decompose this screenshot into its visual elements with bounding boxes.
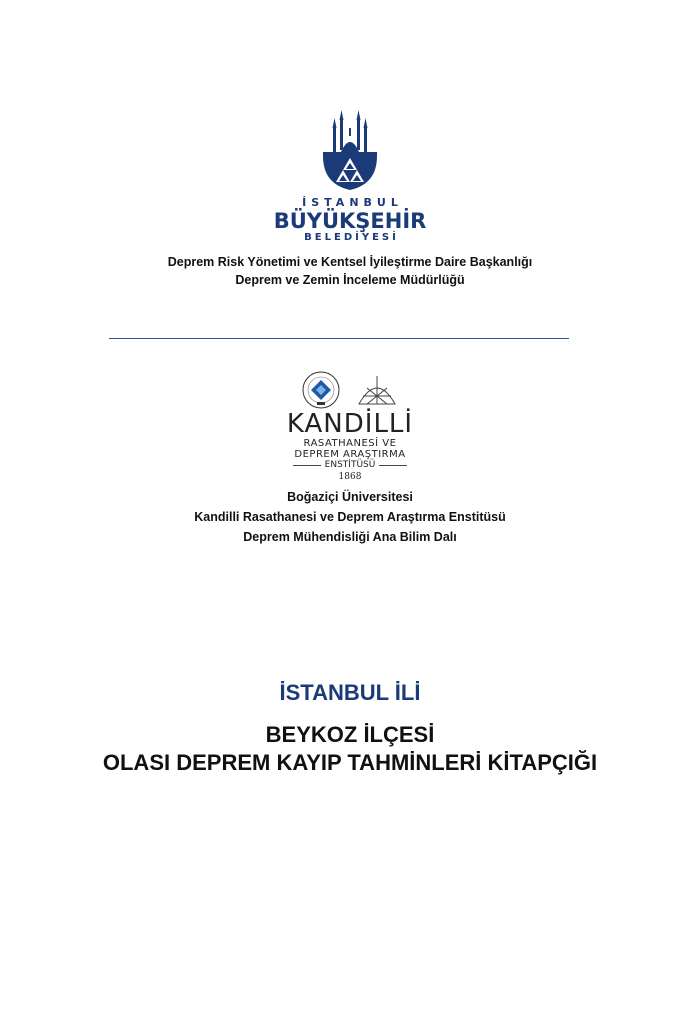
directorate-name: Deprem ve Zemin İnceleme Müdürlüğü bbox=[235, 273, 465, 287]
kandilli-institute-label: ENSTİTÜSÜ bbox=[324, 460, 376, 470]
logo-line-istanbul: İSTANBUL bbox=[302, 196, 403, 209]
rule-left bbox=[293, 465, 321, 466]
institute-name: Kandilli Rasathanesi ve Deprem Araştırma Enstitüsü bbox=[194, 510, 506, 524]
booklet-title: OLASI DEPREM KAYIP TAHMİNLERİ KİTAPÇIĞI bbox=[102, 750, 598, 775]
district-title: BEYKOZ İLÇESİ bbox=[265, 722, 435, 747]
logo-line-belediyesi: BELEDİYESİ bbox=[304, 232, 399, 243]
logo-line-buyuksehir: BÜYÜKŞEHİR bbox=[273, 209, 427, 233]
kandilli-subtitle-3 bbox=[0, 460, 700, 471]
section-divider bbox=[109, 338, 569, 339]
observatory-emblem-icon bbox=[355, 370, 399, 410]
kandilli-founding-year: 1868 bbox=[338, 472, 362, 482]
department-unit: Deprem Mühendisliği Ana Bilim Dalı bbox=[243, 530, 457, 544]
kandilli-name: KANDİLLİ bbox=[286, 409, 414, 439]
kandilli-logo bbox=[0, 370, 700, 483]
department-name: Deprem Risk Yönetimi ve Kentsel İyileştirme Daire Başkanlığı bbox=[167, 255, 533, 269]
ibb-emblem-icon bbox=[315, 108, 385, 194]
ibb-logo bbox=[0, 108, 700, 243]
rule-right bbox=[379, 465, 407, 466]
bogazici-university-seal-icon bbox=[301, 370, 341, 410]
province-title: İSTANBUL İLİ bbox=[279, 680, 421, 705]
university-name: Boğaziçi Üniversitesi bbox=[287, 490, 413, 504]
kandilli-subtitle-2: DEPREM ARAŞTIRMA bbox=[294, 449, 406, 460]
kandilli-subtitle-1: RASATHANESİ VE bbox=[303, 438, 397, 449]
